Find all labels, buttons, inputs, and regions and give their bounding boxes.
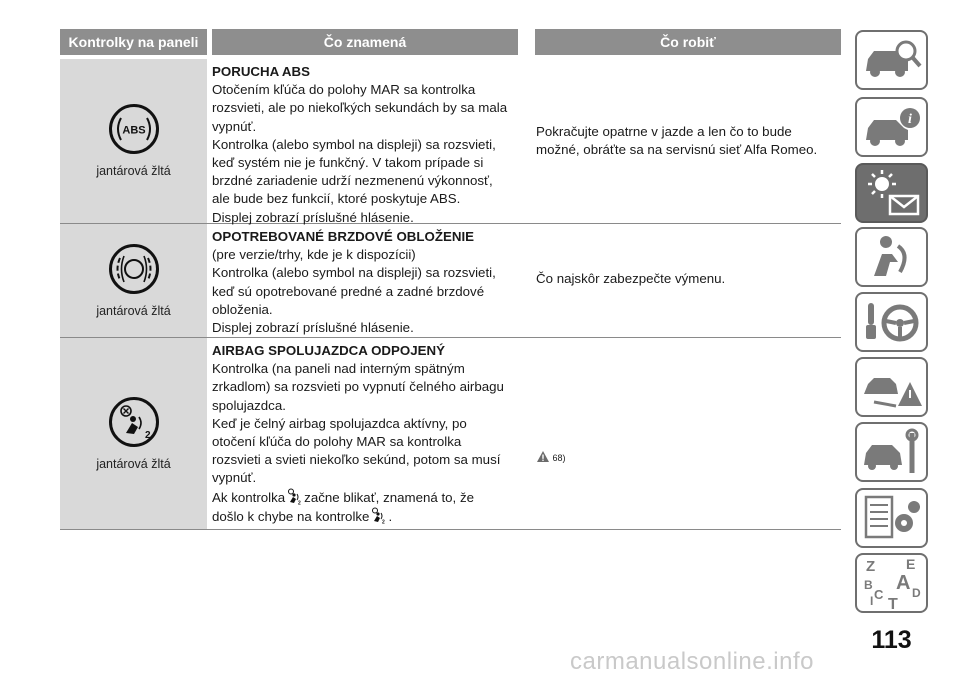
car-maintenance-icon [860, 427, 924, 477]
index-letter: C [873, 587, 883, 602]
index-letter: A [895, 572, 910, 594]
warning-title: PORUCHA ABS [212, 64, 311, 79]
tab-car-info[interactable] [855, 97, 928, 157]
meaning-line: ale bude bez funkcií, ktoré poskytuje ABS. [212, 191, 461, 207]
table-row [60, 59, 841, 224]
tab-warning-lights[interactable] [855, 163, 928, 223]
warning-lights-icon [860, 168, 924, 218]
inline-text: Ak kontrolka [212, 489, 286, 505]
index-letter: D [911, 586, 921, 600]
meaning-line: vypnúť. [212, 470, 257, 486]
passenger-airbag-off-icon [109, 397, 159, 447]
meaning-line: brzdné zariadenie udrží nezmenenú výkonnosť, [212, 173, 493, 189]
page-number: 113 [871, 626, 912, 654]
index-letter: T [887, 596, 898, 611]
svg-text:2: 2 [382, 519, 386, 524]
abs-icon-text: ABS [121, 124, 146, 137]
action-line: Čo najskôr zabezpečte výmenu. [536, 271, 726, 286]
meaning-line: Kontrolka (alebo symbol na displeji) sa rozsvieti, [212, 265, 496, 281]
meaning-cell [212, 228, 522, 337]
inline-text: . [388, 508, 393, 524]
header-panel-lights: Kontrolky na paneli [60, 29, 207, 55]
table-row [60, 338, 841, 530]
meaning-line: obloženia. [212, 301, 273, 317]
seat-airbag-icon [860, 232, 924, 282]
inline-text: začne blikať, znamená to, že [304, 489, 474, 505]
warning-triangle-icon [536, 450, 550, 463]
watermark: carmanualsonline.info [570, 648, 814, 675]
lamp-cell [60, 224, 207, 337]
tab-car-search[interactable] [855, 30, 928, 90]
action-cell [536, 270, 836, 288]
color-label: jantárová žltá [96, 303, 171, 318]
footnote-reference: 68) [552, 453, 566, 463]
meaning-line [212, 488, 522, 507]
svg-text:i: i [907, 112, 912, 127]
meaning-line: rozsvieti a svieti niekoľko sekúnd, potom sa musí [212, 452, 501, 468]
color-label: jantárová žltá [96, 164, 171, 178]
tab-car-maintenance[interactable] [855, 422, 928, 482]
header-action: Čo robiť [535, 29, 841, 55]
meaning-cell [212, 342, 522, 526]
airbag-inline-icon [287, 488, 302, 505]
color-label: jantárová žltá [96, 456, 171, 471]
car-search-icon [860, 35, 924, 85]
inline-text: došlo k chybe na kontrolke [212, 508, 370, 524]
index-letter: E [905, 556, 915, 572]
meaning-line: vypnúť. [212, 118, 257, 134]
action-line: Pokračujte opatrne v jazde a len čo to bude [536, 124, 792, 139]
meaning-line: rozsvieti, ale po niekoľkých sekundách by sa mala [212, 100, 508, 116]
meaning-line: otočení kľúča do polohy MAR sa kontrolka [212, 434, 462, 450]
meaning-line: Kontrolka (na paneli nad interným spätným [212, 361, 465, 377]
meaning-line: spolujazdca. [212, 397, 286, 413]
tab-car-emergency[interactable] [855, 357, 928, 417]
meaning-line: keď systém nie je funkčný. V takom prípade si [212, 155, 484, 171]
tab-key-steering[interactable] [855, 292, 928, 352]
tab-index[interactable] [855, 553, 928, 613]
action-cell [536, 123, 836, 159]
meaning-line: zrkadlom) sa rozsvieti po vypnutí čelného airbagu [212, 379, 504, 395]
meaning-line: Keď je čelný airbag spolujazdca aktívny, po [212, 415, 467, 431]
tab-seat-airbag[interactable] [855, 227, 928, 287]
airbag-inline-icon [371, 507, 386, 524]
header-meaning: Čo znamená [212, 29, 518, 55]
meaning-line: Displej zobrazí príslušné hlásenie. [212, 209, 414, 225]
key-steering-icon [860, 297, 924, 347]
meaning-line: keď sú opotrebované predné a zadné brzdové [212, 283, 485, 299]
action-line: možné, obráťte sa na servisnú sieť Alfa Romeo. [536, 142, 818, 158]
meaning-line: Displej zobrazí príslušné hlásenie. [212, 320, 414, 336]
meaning-line: (pre verzie/trhy, kde je k dispozícii) [212, 247, 416, 263]
brake-pad-wear-icon [109, 244, 159, 294]
svg-text:2: 2 [144, 429, 151, 441]
specs-gear-icon [860, 493, 924, 543]
index-letter: Z [865, 558, 875, 575]
svg-text:2: 2 [298, 500, 301, 505]
lamp-cell [60, 338, 207, 529]
action-cell [536, 450, 836, 465]
warning-title: AIRBAG SPOLUJAZDCA ODPOJENÝ [212, 343, 445, 358]
car-info-icon [860, 102, 924, 152]
meaning-line: Otočením kľúča do polohy MAR sa kontrolka [212, 82, 476, 98]
lamp-cell [60, 59, 207, 223]
index-letters-icon [860, 555, 924, 611]
index-letter: B [863, 578, 873, 592]
meaning-cell [212, 63, 522, 227]
tab-specs[interactable] [855, 488, 928, 548]
warning-title: OPOTREBOVANÉ BRZDOVÉ OBLOŽENIE [212, 229, 475, 244]
meaning-line [212, 507, 522, 526]
abs-warning-icon [109, 104, 159, 154]
meaning-line: Kontrolka (alebo symbol na displeji) sa rozsvieti, [212, 136, 496, 152]
table-row [60, 224, 841, 338]
car-emergency-icon [860, 362, 924, 412]
index-letter: I [869, 594, 873, 608]
